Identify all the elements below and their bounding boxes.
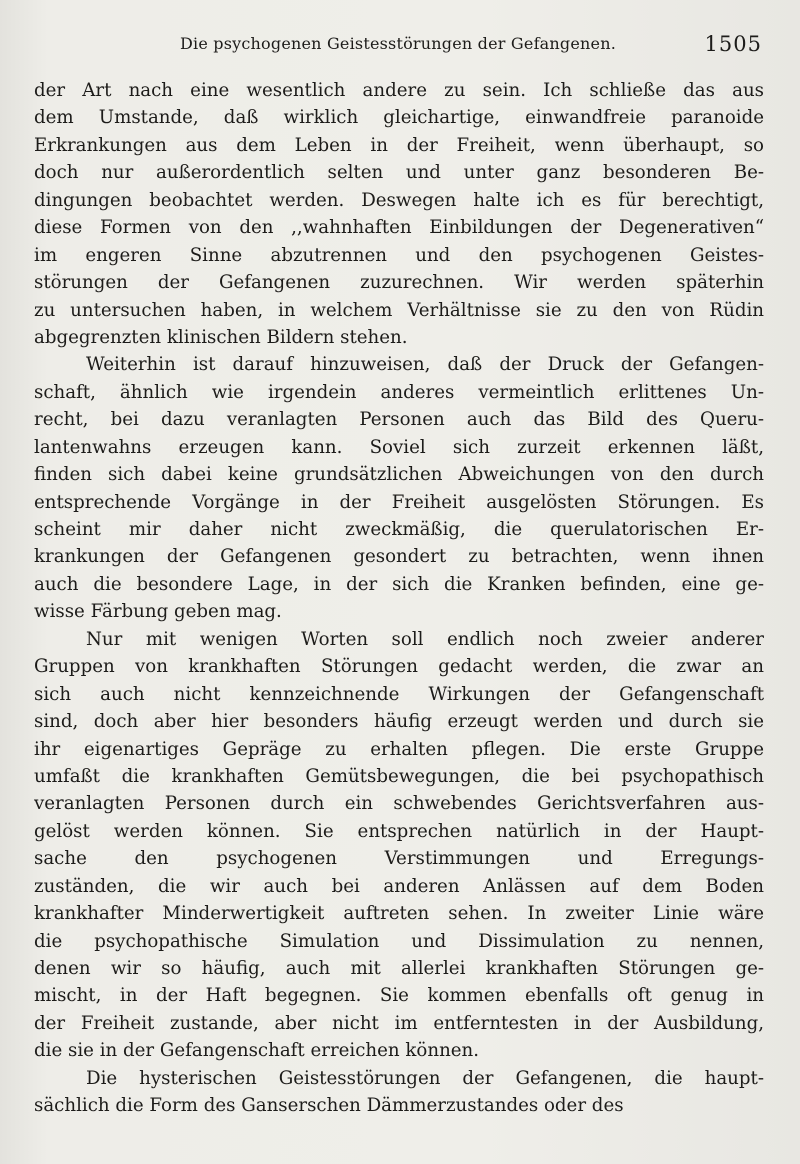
paragraph <box>34 351 764 625</box>
text-line: abgegrenzten klinischen Bildern stehen. <box>34 326 408 348</box>
text-line: sächlich die Form des Ganserschen Dämmerzustandes oder des <box>34 1095 624 1117</box>
text-line: denen wir so häufig, auch mit allerlei krankhaften Störungen ge- <box>34 958 764 979</box>
text-line: recht, bei dazu veranlagten Personen auch das Bild des Queru- <box>34 409 764 431</box>
text-line: Erkrankungen aus dem Leben in der Freiheit, wenn überhaupt, so <box>34 134 764 156</box>
text-line: krankhafter Minderwertigkeit auftreten sehen. In zweiter Linie wäre <box>34 903 764 925</box>
text-line: schaft, ähnlich wie irgendein anderes vermeintlich erlittenes Un- <box>34 381 764 403</box>
paragraph <box>34 626 764 1065</box>
text-line: zuständen, die wir auch bei anderen Anlässen auf dem Boden <box>34 875 764 897</box>
text-line: dingungen beobachtet werden. Deswegen halte ich es für berechtigt, <box>34 189 764 211</box>
text-line: die sie in der Gefangenschaft erreichen können. <box>34 1040 480 1062</box>
text-line: Nur mit wenigen Worten soll endlich noch zweier anderer <box>86 628 764 650</box>
text-line: krankungen der Gefangenen gesondert zu betrachten, wenn ihnen <box>34 546 764 568</box>
paragraph <box>34 77 764 351</box>
text-line: entsprechende Vorgänge in der Freiheit ausgelösten Störungen. Es <box>34 491 764 513</box>
text-line: sache den psychogenen Verstimmungen und Erregungs- <box>34 848 764 870</box>
text-line: störungen der Gefangenen zuzurechnen. Wir werden späterhin <box>34 272 764 294</box>
text-line: lantenwahns erzeugen kann. Soviel sich zurzeit erkennen läßt, <box>34 436 764 458</box>
text-line: ihr eigenartiges Gepräge zu erhalten pflegen. Die erste Gruppe <box>34 738 764 760</box>
text-line: diese Formen von den ,,wahnhaften Einbildungen der Degenerativen“ <box>34 217 764 239</box>
text-line: sind, doch aber hier besonders häufig erzeugt werden und durch sie <box>34 711 764 733</box>
text-line: finden sich dabei keine grundsätzlichen Abweichungen von den durch <box>34 464 764 486</box>
text-line: wisse Färbung geben mag. <box>34 601 282 623</box>
text-line: dem Umstande, daß wirklich gleichartige, einwandfreie paranoide <box>34 107 764 129</box>
text-line: die psychopathische Simulation und Dissimulation zu nennen, <box>34 930 764 952</box>
running-title: Die psychogenen Geistesstörungen der Gefangenen. <box>179 34 617 53</box>
text-line: Weiterhin ist darauf hinzuweisen, daß der Druck der Gefangen- <box>86 354 764 376</box>
text-line: umfaßt die krankhaften Gemütsbewegungen, die bei psychopathisch <box>34 765 764 787</box>
text-line: scheint mir daher nicht zweckmäßig, die querulatorischen Er- <box>34 519 764 540</box>
text-line: der Art nach eine wesentlich andere zu sein. Ich schließe das aus <box>34 80 764 101</box>
text-line: im engeren Sinne abzutrennen und den psychogenen Geistes- <box>34 244 764 266</box>
text-line: gelöst werden können. Sie entsprechen natürlich in der Haupt- <box>34 820 764 842</box>
body-text <box>34 77 764 1120</box>
text-line: Gruppen von krankhaften Störungen gedacht werden, die zwar an <box>34 656 764 678</box>
text-line: Die hysterischen Geistesstörungen der Gefangenen, die haupt- <box>86 1067 764 1089</box>
text-line: veranlagten Personen durch ein schwebendes Gerichtsverfahren aus- <box>34 793 764 815</box>
text-line: mischt, in der Haft begegnen. Sie kommen ebenfalls oft genug in <box>34 985 764 1007</box>
paragraph <box>34 1065 764 1120</box>
text-line: sich auch nicht kennzeichnende Wirkungen der Gefangenschaft <box>34 683 764 705</box>
text-line: doch nur außerordentlich selten und unter ganz besonderen Be- <box>34 162 764 184</box>
page-header <box>34 34 762 62</box>
text-line: auch die besondere Lage, in der sich die Kranken befinden, eine ge- <box>34 573 764 595</box>
text-line: der Freiheit zustande, aber nicht im entferntesten in der Ausbildung, <box>34 1012 764 1034</box>
page-number: 1505 <box>704 32 762 56</box>
text-line: zu untersuchen haben, in welchem Verhältnisse sie zu den von Rüdin <box>34 299 764 321</box>
